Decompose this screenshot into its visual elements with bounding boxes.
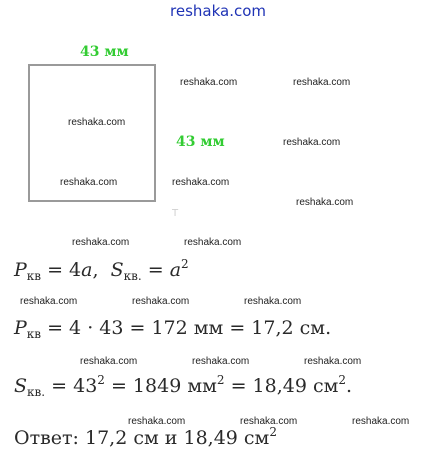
area-calculation [14, 375, 352, 397]
watermark: reshaka.com [352, 416, 410, 427]
area-rhs: = [141, 259, 170, 281]
area-subscript: кв. [123, 269, 142, 283]
watermark: reshaka.com [20, 296, 78, 307]
watermark: reshaka.com [72, 237, 130, 248]
square-exponent: 2 [338, 373, 347, 387]
perimeter-calculation [14, 317, 331, 339]
side-variable: a [169, 259, 182, 281]
site-header-link[interactable]: reshaka.com [170, 2, 266, 20]
square-exponent: 2 [216, 373, 225, 387]
area-symbol: S [110, 259, 124, 281]
side-variable: a [81, 259, 93, 281]
answer-text: Ответ: 17,2 см и 18,49 см [14, 427, 270, 449]
watermark: reshaka.com [244, 296, 302, 307]
watermark: reshaka.com [60, 177, 118, 188]
watermark: reshaka.com [293, 77, 351, 88]
watermark: reshaka.com [184, 237, 242, 248]
watermark: reshaka.com [180, 77, 238, 88]
area-step-1: = 43 [45, 375, 98, 397]
area-step-2: = 1849 мм [104, 375, 217, 397]
watermark: reshaka.com [128, 416, 186, 427]
perimeter-subscript: кв [26, 327, 42, 341]
perimeter-result: = 4 · 43 = 172 мм = 17,2 см. [41, 317, 332, 339]
area-end: . [346, 375, 353, 397]
watermark: reshaka.com [172, 177, 230, 188]
perimeter-symbol: P [14, 317, 27, 339]
side-length-right-label: 43 мм [176, 134, 225, 150]
faint-mark: T [172, 208, 179, 219]
perimeter-symbol: P [14, 259, 27, 281]
watermark: reshaka.com [240, 416, 298, 427]
area-step-3: = 18,49 см [224, 375, 339, 397]
area-symbol: S [14, 375, 28, 397]
watermark: reshaka.com [304, 356, 362, 367]
side-length-top-label: 43 мм [80, 44, 129, 60]
perimeter-rhs: = 4 [41, 259, 82, 281]
watermark: reshaka.com [68, 117, 126, 128]
answer-line [14, 427, 277, 449]
formula-separator: , [92, 259, 111, 281]
watermark: reshaka.com [80, 356, 138, 367]
square-exponent: 2 [181, 257, 189, 271]
perimeter-subscript: кв [26, 269, 42, 283]
square-exponent: 2 [97, 373, 105, 387]
watermark: reshaka.com [132, 296, 190, 307]
watermark: reshaka.com [192, 356, 250, 367]
square-exponent: 2 [269, 425, 277, 439]
watermark: reshaka.com [283, 137, 341, 148]
formula-perimeter-area [14, 259, 189, 281]
watermark: reshaka.com [296, 197, 354, 208]
area-subscript: кв. [27, 385, 46, 399]
